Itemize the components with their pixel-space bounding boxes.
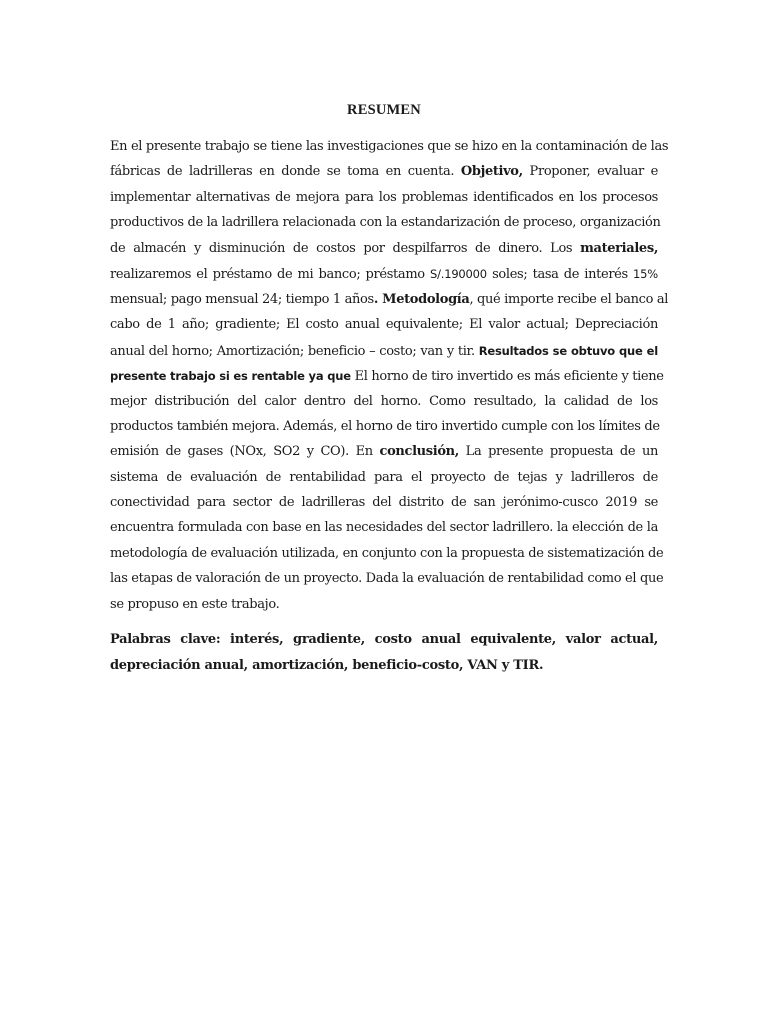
page-title: RESUMEN bbox=[347, 102, 421, 118]
abstract-line bbox=[110, 262, 658, 286]
text-run: mejor distribución del calor dentro del horno. Como resultado, la calidad de los bbox=[110, 394, 658, 409]
text-run: realizaremos el préstamo de mi banco; préstamo bbox=[110, 267, 430, 282]
abstract-line bbox=[110, 390, 658, 414]
text-run: emisión de gases (NOx, SO2 y CO). En bbox=[110, 444, 380, 459]
text-run: cabo de 1 año; gradiente; El costo anual equivalente; El valor actual; Depreciación bbox=[110, 317, 658, 332]
text-run: fábricas de ladrilleras en donde se toma en cuenta. bbox=[110, 164, 461, 179]
abstract-line bbox=[110, 288, 669, 312]
text-run: encuentra formulada con base en las necesidades del sector ladrillero. la elección de la bbox=[110, 520, 658, 535]
resultados-label: Resultados bbox=[478, 344, 549, 358]
text-run: productivos de la ladrillera relacionada con la estandarización de proceso, organización bbox=[110, 215, 661, 230]
abstract-line bbox=[110, 364, 664, 388]
interest-rate: 15% bbox=[633, 267, 659, 281]
text-run: , qué importe recibe el banco al bbox=[469, 292, 669, 307]
text-run: El horno de tiro invertido es más eficiente y tiene bbox=[350, 369, 664, 384]
abstract-line bbox=[110, 186, 658, 210]
text-run: soles; tasa de interés bbox=[486, 267, 634, 282]
keywords-text: Palabras clave: interés, gradiente, costo anual equivalente, valor actual, bbox=[110, 632, 658, 647]
text-run: La presente propuesta de un bbox=[458, 444, 658, 459]
abstract-line bbox=[110, 542, 664, 566]
abstract-line bbox=[110, 440, 658, 464]
text-run: mensual; pago mensual 24; tiempo 1 años bbox=[110, 292, 374, 307]
abstract-line bbox=[110, 466, 658, 490]
text-run: de almacén y disminución de costos por despilfarros de dinero. Los bbox=[110, 241, 581, 256]
text-run: metodología de evaluación utilizada, en conjunto con la propuesta de sistematización de bbox=[110, 546, 664, 561]
text-run: sistema de evaluación de rentabilidad para el proyecto de tejas y ladrilleros de bbox=[110, 470, 658, 485]
text-run: En el presente trabajo se tiene las investigaciones que se hizo en la contaminación de las bbox=[110, 139, 669, 154]
text-run: Proponer, evaluar e bbox=[522, 164, 658, 179]
abstract-line bbox=[110, 567, 664, 591]
abstract-line bbox=[110, 491, 658, 515]
abstract-line bbox=[110, 516, 658, 540]
keywords-line bbox=[110, 654, 658, 678]
text-run: conectividad para sector de ladrilleras del distrito de san jerónimo-cusco 2019 se bbox=[110, 495, 658, 510]
text-run: se obtuvo que el bbox=[548, 344, 659, 358]
abstract-line bbox=[110, 339, 658, 363]
abstract-line bbox=[110, 313, 658, 337]
abstract-line bbox=[110, 593, 658, 617]
text-run: presente trabajo si es rentable ya que bbox=[110, 369, 351, 383]
keywords-line bbox=[110, 628, 658, 652]
loan-amount: S/.190000 bbox=[429, 267, 487, 281]
abstract-line bbox=[110, 135, 669, 159]
text-run: productos también mejora. Además, el horno de tiro invertido cumple con los límites de bbox=[110, 419, 660, 434]
abstract-line bbox=[110, 160, 658, 184]
text-run: implementar alternativas de mejora para los problemas identificados en los procesos bbox=[110, 190, 658, 205]
objetivo-label: Objetivo, bbox=[460, 164, 523, 179]
abstract-line bbox=[110, 211, 661, 235]
keywords-text: depreciación anual, amortización, beneficio-costo, VAN y TIR. bbox=[110, 658, 544, 673]
conclusion-label: conclusión, bbox=[379, 444, 459, 459]
text-run: las etapas de valoración de un proyecto. Dada la evaluación de rentabilidad como el que bbox=[110, 571, 664, 586]
text-run: se propuso en este trabajo. bbox=[110, 597, 280, 612]
metodologia-label: . Metodología bbox=[373, 292, 470, 307]
text-run: anual del horno; Amortización; beneficio – costo; van y tir. bbox=[110, 344, 479, 359]
materiales-label: materiales, bbox=[580, 241, 658, 256]
abstract-line bbox=[110, 237, 658, 261]
abstract-line bbox=[110, 415, 658, 439]
